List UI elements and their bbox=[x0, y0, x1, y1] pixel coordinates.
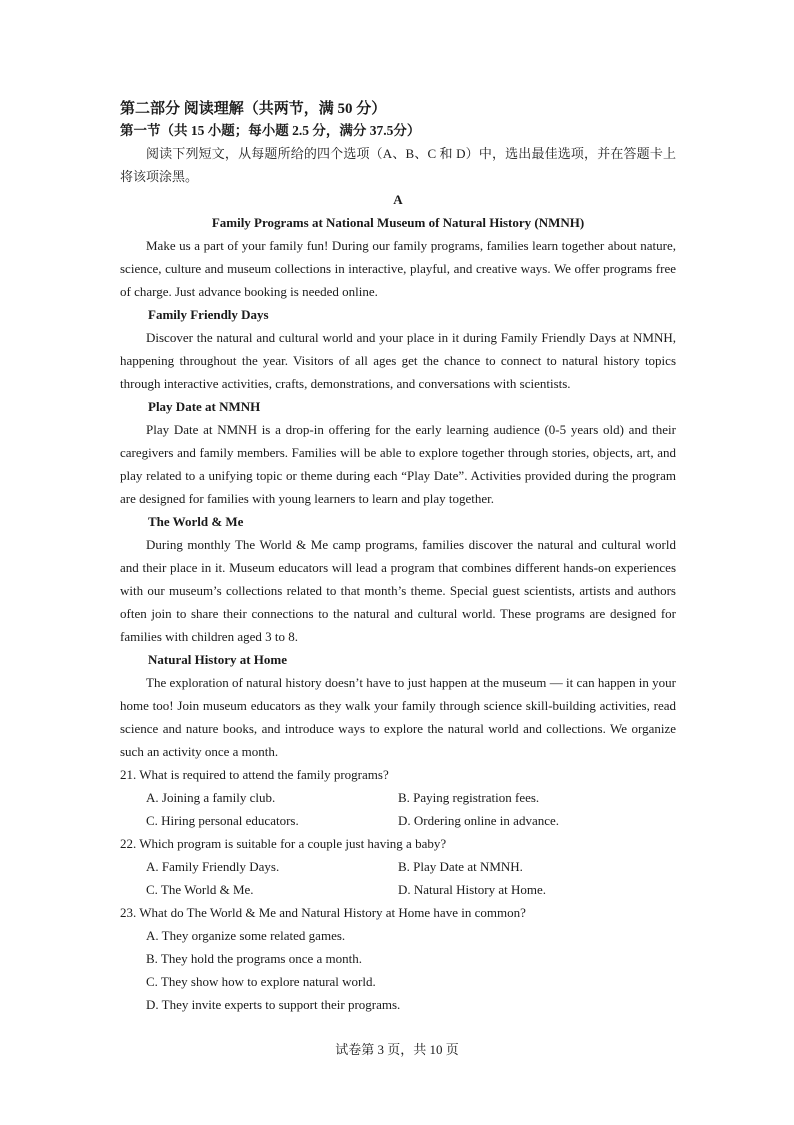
question-21-option-d[interactable]: D. Ordering online in advance. bbox=[398, 813, 560, 828]
question-22-option-a[interactable]: A. Family Friendly Days. bbox=[146, 859, 280, 874]
question-23-stem: 23. What do The World & Me and Natural History at Home have in common? bbox=[120, 905, 526, 920]
question-21-stem: 21. What is required to attend the family programs? bbox=[120, 767, 389, 782]
section-body-play-date: Play Date at NMNH is a drop-in offering for the early learning audience (0-5 years old) and their caregivers and family members. Families will be able to explore together through stories, objects, art, and play related to a unifying topic or theme during each “Play Date”. Activities provided during the program are designed for families with young learners to learn and play together. bbox=[120, 422, 676, 506]
passage-intro: Make us a part of your family fun! During our family programs, families learn together about nature, science, culture and museum collections in interactive, playful, and creative ways. We offer programs free of charge. Just advance booking is needed online. bbox=[120, 238, 676, 299]
section-body-world-and-me: During monthly The World & Me camp programs, families discover the natural and cultural world and their place in it. Museum educators will lead a program that combines different hands-on experiences with our museum’s collections related to that month’s theme. Special guest scientists, artists and authors often join to share their connections to the natural and cultural world. These programs are designed for families with children aged 3 to 8. bbox=[120, 537, 676, 644]
question-21-option-a[interactable]: A. Joining a family club. bbox=[146, 790, 276, 805]
page-footer: 试卷第 3 页，共 10 页 bbox=[335, 1042, 459, 1057]
section-heading-family-friendly-days: Family Friendly Days bbox=[148, 307, 269, 322]
question-23-option-a[interactable]: A. They organize some related games. bbox=[146, 928, 346, 943]
page-content bbox=[120, 98, 676, 1016]
instruction-text: 阅读下列短文，从每题所给的四个选项（A、B、C 和 D）中，选出最佳选项，并在答题卡上将该项涂黑。 bbox=[120, 146, 676, 184]
question-23-option-d[interactable]: D. They invite experts to support their programs. bbox=[146, 997, 401, 1012]
passage-title: Family Programs at National Museum of Natural History (NMNH) bbox=[211, 215, 585, 230]
question-23-option-b[interactable]: B. They hold the programs once a month. bbox=[146, 951, 363, 966]
question-22-option-b[interactable]: B. Play Date at NMNH. bbox=[398, 859, 523, 874]
question-21-option-b[interactable]: B. Paying registration fees. bbox=[398, 790, 540, 805]
question-22-option-c[interactable]: C. The World & Me. bbox=[146, 882, 254, 897]
section-heading-natural-history-at-home: Natural History at Home bbox=[148, 652, 288, 667]
section-heading-world-and-me: The World & Me bbox=[148, 514, 244, 529]
section-body-natural-history-at-home: The exploration of natural history doesn’t have to just happen at the museum — it can happen in your home too! Join museum educators as they walk your family through science skill-building activities, read science and nature books, and introduce ways to explore the natural world and collections. We organize such an activity once a month. bbox=[120, 675, 676, 759]
passage-letter: A bbox=[393, 192, 403, 207]
question-22-options bbox=[120, 855, 676, 901]
question-22-option-d[interactable]: D. Natural History at Home. bbox=[398, 882, 547, 897]
question-23-option-c[interactable]: C. They show how to explore natural world. bbox=[146, 974, 376, 989]
question-21-options bbox=[120, 786, 676, 832]
section-body-family-friendly-days: Discover the natural and cultural world and your place in it during Family Friendly Days at NMNH, happening throughout the year. Visitors of all ages get the chance to connect to natural history topics through interactive activities, crafts, demonstrations, and conversations with scientists. bbox=[120, 330, 676, 391]
question-22-stem: 22. Which program is suitable for a couple just having a baby? bbox=[120, 836, 447, 851]
section-heading-play-date: Play Date at NMNH bbox=[148, 399, 261, 414]
question-21-option-c[interactable]: C. Hiring personal educators. bbox=[146, 813, 299, 828]
part-heading: 第二部分 阅读理解（共两节，满 50 分） bbox=[120, 101, 387, 117]
section-heading: 第一节（共 15 小题；每小题 2.5 分，满分 37.5分） bbox=[120, 123, 421, 138]
